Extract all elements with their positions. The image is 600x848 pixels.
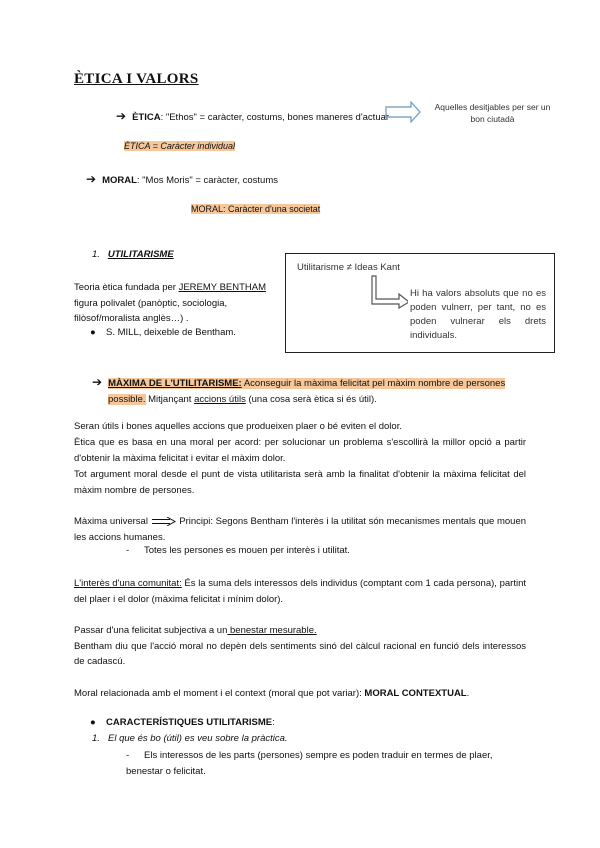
- double-arrow-icon: [151, 517, 177, 526]
- right-arrow-icon: ➔: [86, 172, 97, 186]
- accions-utils: accions útils: [194, 393, 246, 405]
- paragraph-4: Màxima universal Principi: Segons Bentham l'interès i la utilitat són mecanismes mentals que mouen les accions humanes.: [74, 516, 527, 543]
- etica-text: : "Ethos" = caràcter, costums, bones maneres d'actuar: [160, 112, 390, 123]
- moral-highlight: MORAL: Caràcter d'una societat: [191, 204, 321, 214]
- etica-side-note: Aquelles desitjables per ser un bon ciutadà: [434, 102, 551, 124]
- box-title: Utilitarisme ≠ Ideas Kant: [297, 262, 400, 273]
- outline-arrow-icon: [385, 101, 421, 123]
- paragraph-2: Ètica que es basa en una moral per acord: per solucionar un problema s'escollirà la millor opció a partir d'obtenir la màxima felicitat i evitar el màxim dolor.: [74, 437, 526, 464]
- paragraph-7: Moral relacionada amb el moment i el context (moral que pot variar): MORAL CONTEXTUAL.: [74, 688, 470, 699]
- bullet-icon: ●: [90, 717, 96, 728]
- maxima-label: MÀXIMA DE L'UTILITARISME:: [108, 378, 242, 389]
- founder-name: JEREMY BENTHAM: [178, 282, 267, 293]
- bullet-mill: ● S. MILL, deixeble de Bentham.: [90, 327, 236, 338]
- bullet-icon: ●: [90, 327, 96, 338]
- page-title: ÈTICA I VALORS: [74, 71, 199, 87]
- etica-label: ÈTICA: [132, 112, 161, 123]
- etica-highlight: ÈTICA = Caràcter individual: [124, 141, 235, 151]
- box-text: Hi ha valors absoluts que no es poden vulnerr, per tant, no es poden vulnerar els drets individuals.: [410, 288, 546, 341]
- caracteristiques-item-1: 1. El que és bo (útil) es veu sobre la pràctica.: [92, 733, 288, 744]
- right-arrow-icon: ➔: [92, 375, 103, 389]
- utilitarisme-intro: Teoria ètica fundada per JEREMY BENTHAM figura polivalet (panòptic, sociologia, filòsof/moralista anglès…) .: [74, 282, 267, 324]
- maxima-line: ➔ MÀXIMA DE L'UTILITARISME: Aconseguir la màxima felicitat pel màxim nombre de persones possible. Mitjançant accions útils (una cosa serà ètica si és útil).: [92, 375, 506, 405]
- etica-line: [116, 109, 389, 123]
- dash-item: - Totes les persones es mouen per interès i utilitat.: [126, 545, 350, 556]
- paragraph-1: Seran útils i bones aquelles accions que produeixen plaer o bé eviten el dolor.: [74, 421, 402, 432]
- paragraph-6: Passar d'una felicitat subjectiva a un benestar mesurable. Bentham diu que l'acció moral no depèn dels sentiments sinó del càlcul racional en funció dels interessos de cadascú.: [74, 625, 526, 667]
- caracteristiques-heading: ● CARACTERÍSTIQUES UTILITARISME:: [90, 717, 275, 728]
- moral-text: : "Mos Moris" = caràcter, costums: [136, 175, 278, 186]
- paragraph-3: Tot argument moral desde el punt de vista utilitarista serà amb la finalitat d'obtenir la màxima felicitat del màxim nombre de persones.: [74, 469, 526, 496]
- moral-label: MORAL: [102, 175, 137, 186]
- bent-arrow-icon: [370, 275, 408, 309]
- section-heading: 1. UTILITARISME: [92, 249, 174, 260]
- paragraph-5: L'interès d'una comunitat: És la suma dels interessos dels individus (comptant com 1 cada persona), partint del plaer i el dolor (màxima felicitat i mínim dolor).: [74, 578, 526, 605]
- caracteristiques-dash: - Els interessos de les parts (persones) sempre es poden traduir en termes de plaer, benestar o felicitat.: [126, 750, 493, 777]
- interes-comunitat-label: L'interès d'una comunitat:: [74, 578, 182, 589]
- benestar-mesurable: benestar mesurable.: [227, 625, 317, 636]
- right-arrow-icon: ➔: [116, 109, 127, 123]
- moral-line: [86, 172, 278, 186]
